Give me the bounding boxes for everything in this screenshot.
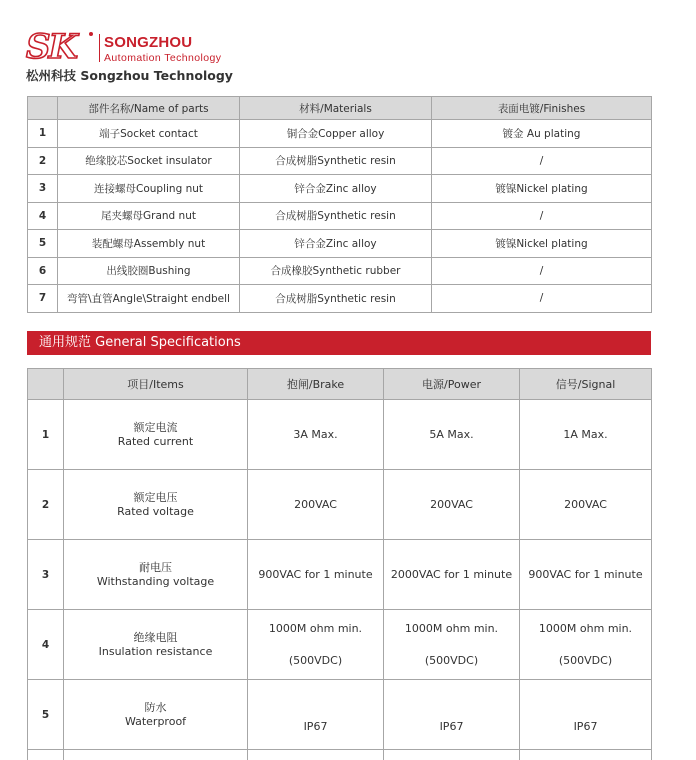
company-name: 松州科技 Songzhou Technology <box>26 66 233 84</box>
spec-item-zh: 绝缘电阻 <box>64 631 247 645</box>
specs-header-items: 项目/Items <box>64 369 248 400</box>
spec-item <box>64 400 248 470</box>
spec-item-en: Withstanding voltage <box>64 575 247 589</box>
spec-item-en: Waterproof <box>64 715 247 729</box>
spec-brake <box>248 680 384 750</box>
specs-table <box>27 368 652 760</box>
specs-header-brake: 抱闸/Brake <box>248 369 384 400</box>
parts-header-finish: 表面电镀/Finishes <box>432 97 652 120</box>
spec-signal <box>520 680 652 750</box>
part-name: 尾夹螺母Grand nut <box>58 202 240 230</box>
part-name: 绝缘胶芯Socket insulator <box>58 147 240 175</box>
logo-dot <box>89 32 93 36</box>
section-title: 通用规范 General Specifications <box>27 335 241 350</box>
table-row <box>28 175 652 203</box>
spec-signal <box>520 610 652 680</box>
table-row <box>28 202 652 230</box>
spec-power <box>384 680 520 750</box>
spec-signal: 200VAC <box>520 470 652 540</box>
row-number: 7 <box>28 285 58 313</box>
cell-empty <box>248 750 384 760</box>
spec-item-zh: 防水 <box>64 701 247 715</box>
row-number: 5 <box>28 680 64 750</box>
spec-signal-value: IP67 <box>520 696 651 733</box>
parts-header-material: 材料/Materials <box>240 97 432 120</box>
part-material: 合成树脂Synthetic resin <box>240 202 432 230</box>
row-number: 1 <box>28 120 58 148</box>
row-number: 1 <box>28 400 64 470</box>
table-row-partial <box>28 750 652 760</box>
spec-item-zh: 额定电流 <box>64 421 247 435</box>
table-row <box>28 147 652 175</box>
part-name: 装配螺母Assembly nut <box>58 230 240 258</box>
spec-brake-note: (500VDC) <box>248 654 383 668</box>
row-number: 4 <box>28 202 58 230</box>
part-finish: 镀镍Nickel plating <box>432 230 652 258</box>
spec-item-zh: 耐电压 <box>64 561 247 575</box>
table-row <box>28 230 652 258</box>
spec-item <box>64 680 248 750</box>
part-name: 端子Socket contact <box>58 120 240 148</box>
table-row <box>28 257 652 285</box>
spec-brake-value: IP67 <box>248 696 383 733</box>
spec-brake-value: 1000M ohm min. <box>248 622 383 636</box>
parts-header-name: 部件名称/Name of parts <box>58 97 240 120</box>
part-finish: 镀金 Au plating <box>432 120 652 148</box>
logo-separator <box>99 34 100 62</box>
parts-table <box>27 96 652 313</box>
logo-mark: SK <box>26 30 76 64</box>
row-number: 3 <box>28 540 64 610</box>
parts-header-row <box>28 97 652 120</box>
part-material: 合成树脂Synthetic resin <box>240 285 432 313</box>
part-material: 锌合金Zinc alloy <box>240 230 432 258</box>
part-finish: / <box>432 147 652 175</box>
table-row <box>28 610 652 680</box>
parts-header-no <box>28 97 58 120</box>
row-number: 5 <box>28 230 58 258</box>
spec-signal-note: (500VDC) <box>520 654 651 668</box>
spec-brake: 3A Max. <box>248 400 384 470</box>
row-number: 6 <box>28 257 58 285</box>
part-name: 弯管\直管Angle\Straight endbell <box>58 285 240 313</box>
row-number: 4 <box>28 610 64 680</box>
specs-header-power: 电源/Power <box>384 369 520 400</box>
part-name: 连接螺母Coupling nut <box>58 175 240 203</box>
cell-empty <box>28 750 64 760</box>
section-heading-bar <box>27 331 651 355</box>
specs-header-no <box>28 369 64 400</box>
cell-empty <box>64 750 248 760</box>
part-finish: / <box>432 285 652 313</box>
spec-signal-value: 1000M ohm min. <box>520 622 651 636</box>
table-row <box>28 680 652 750</box>
specs-header-signal: 信号/Signal <box>520 369 652 400</box>
spec-power-value: IP67 <box>384 696 519 733</box>
table-row <box>28 120 652 148</box>
part-finish: / <box>432 257 652 285</box>
part-material: 合成树脂Synthetic resin <box>240 147 432 175</box>
spec-item-en: Rated voltage <box>64 505 247 519</box>
spec-brake <box>248 610 384 680</box>
brand-name: SONGZHOU <box>104 34 192 51</box>
table-row <box>28 400 652 470</box>
cell-empty <box>384 750 520 760</box>
spec-power-note: (500VDC) <box>384 654 519 668</box>
spec-item <box>64 540 248 610</box>
part-material: 锌合金Zinc alloy <box>240 175 432 203</box>
table-row <box>28 470 652 540</box>
spec-power <box>384 610 520 680</box>
table-row <box>28 285 652 313</box>
row-number: 2 <box>28 470 64 540</box>
row-number: 3 <box>28 175 58 203</box>
spec-signal: 1A Max. <box>520 400 652 470</box>
spec-item-en: Rated current <box>64 435 247 449</box>
part-name: 出线胶圈Bushing <box>58 257 240 285</box>
specs-header-row <box>28 369 652 400</box>
spec-item <box>64 610 248 680</box>
part-finish: 镀镍Nickel plating <box>432 175 652 203</box>
spec-power: 2000VAC for 1 minute <box>384 540 520 610</box>
spec-power: 200VAC <box>384 470 520 540</box>
brand-subtitle: Automation Technology <box>104 52 221 64</box>
spec-power-value: 1000M ohm min. <box>384 622 519 636</box>
table-row <box>28 540 652 610</box>
spec-item-zh: 额定电压 <box>64 491 247 505</box>
part-material: 合成橡胶Synthetic rubber <box>240 257 432 285</box>
cell-empty <box>520 750 652 760</box>
spec-item <box>64 470 248 540</box>
part-finish: / <box>432 202 652 230</box>
spec-brake: 200VAC <box>248 470 384 540</box>
spec-item-en: Insulation resistance <box>64 645 247 659</box>
row-number: 2 <box>28 147 58 175</box>
part-material: 铜合金Copper alloy <box>240 120 432 148</box>
spec-brake: 900VAC for 1 minute <box>248 540 384 610</box>
spec-signal: 900VAC for 1 minute <box>520 540 652 610</box>
spec-power: 5A Max. <box>384 400 520 470</box>
